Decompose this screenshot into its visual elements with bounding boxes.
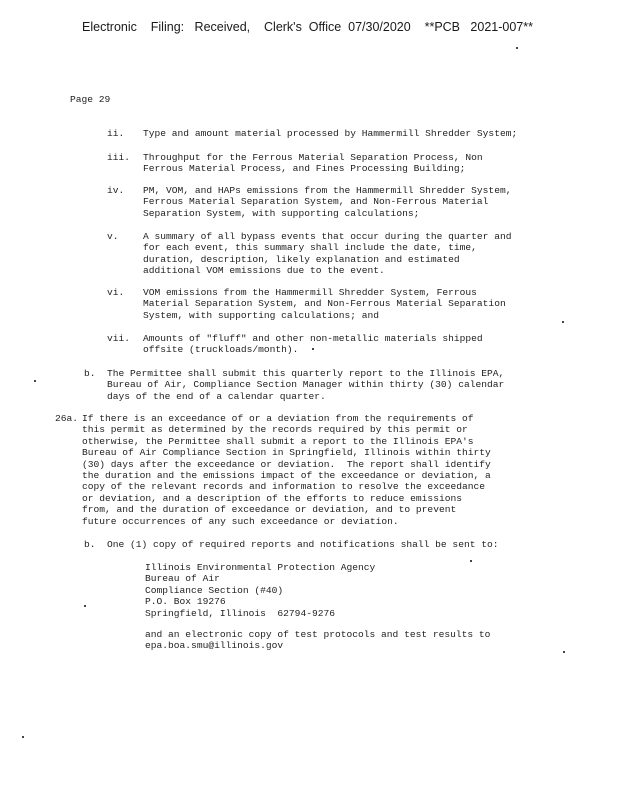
item-line: (30) days after the exceedance or deviation. The report shall identify	[82, 458, 491, 470]
item-line: otherwise, the Permittee shall submit a report to the Illinois EPA's	[82, 435, 474, 447]
item-line: Bureau of Air Compliance Section in Springfield, Illinois within thirty	[82, 447, 491, 459]
item-marker: b.	[84, 368, 96, 379]
item-line: PM, VOM, and HAPs emissions from the Hammermill Shredder System,	[143, 185, 512, 196]
address-line: P.O. Box 19276	[145, 596, 226, 608]
item-line: duration, description, likely explanation and estimated	[143, 253, 460, 265]
email-address: epa.boa.smu@illinois.gov	[145, 640, 284, 652]
scan-speck	[470, 560, 472, 562]
address-line: Illinois Environmental Protection Agency	[145, 562, 376, 573]
list-item-26a	[55, 413, 491, 527]
list-item-vii	[107, 333, 483, 356]
address-line: Springfield, Illinois 62794-9276	[145, 607, 335, 619]
item-line: VOM emissions from the Hammermill Shredder System, Ferrous	[143, 287, 477, 298]
list-item-iii	[107, 152, 483, 175]
item-line: Separation System, with supporting calculations;	[143, 207, 420, 219]
item-line: The Permittee shall submit this quarterly report to the Illinois EPA,	[107, 368, 505, 379]
item-line: If there is an exceedance of or a deviation from the requirements of	[82, 413, 474, 424]
item-marker: vii.	[107, 333, 131, 344]
item-text	[107, 539, 499, 550]
item-text	[107, 368, 504, 402]
scan-speck	[562, 321, 564, 323]
item-line: One (1) copy of required reports and notifications shall be sent to:	[107, 539, 499, 550]
list-item-b	[84, 368, 504, 402]
item-line: from, and the duration of exceedance or deviation, and to prevent	[82, 504, 457, 516]
item-line: additional VOM emissions due to the event.	[143, 265, 385, 277]
item-line: Throughput for the Ferrous Material Separation Process, Non	[143, 152, 483, 163]
scan-speck	[563, 651, 565, 653]
closing-line: and an electronic copy of test protocols and test results to	[145, 629, 491, 640]
filing-header: Electronic Filing: Received, Clerk's Office 07/30/2020 **PCB 2021-007**	[82, 20, 533, 34]
item-marker: v.	[107, 231, 119, 242]
item-line: or deviation, and a description of the efforts to reduce emissions	[82, 492, 462, 504]
item-line: future occurrences of any such exceedance or deviation.	[82, 515, 399, 527]
item-line: offsite (truckloads/month).	[143, 344, 299, 356]
item-line: the duration and the emissions impact of the exceedance or deviation, a	[82, 470, 491, 482]
scan-speck	[34, 380, 36, 382]
item-text	[143, 333, 483, 356]
item-text	[143, 231, 511, 277]
list-item-b-2	[84, 539, 499, 550]
item-line: Ferrous Material Separation System, and Non-Ferrous Material	[143, 196, 489, 208]
item-line: days of the end of a calendar quarter.	[107, 390, 326, 402]
scan-speck	[312, 348, 314, 350]
mailing-address	[145, 562, 375, 619]
item-text	[82, 413, 491, 527]
item-marker: iii.	[107, 152, 131, 163]
item-line: Material Separation System, and Non-Ferrous Material Separation	[143, 298, 506, 310]
list-item-iv	[107, 185, 511, 219]
item-line: Type and amount material processed by Hammermill Shredder System;	[143, 128, 518, 139]
item-text	[143, 287, 506, 321]
item-text	[143, 152, 483, 175]
address-line: Compliance Section (#40)	[145, 584, 284, 596]
address-line: Bureau of Air	[145, 573, 220, 585]
item-line: Bureau of Air, Compliance Section Manager within thirty (30) calendar	[107, 379, 505, 391]
item-marker: 26a.	[55, 413, 79, 424]
scan-speck	[22, 736, 24, 738]
item-line: Amounts of "fluff" and other non-metallic materials shipped	[143, 333, 483, 344]
list-item-v	[107, 231, 511, 277]
item-marker: b.	[84, 539, 96, 550]
item-text	[143, 185, 511, 219]
scan-speck	[516, 47, 518, 49]
page-number: Page 29	[70, 94, 111, 105]
item-marker: iv.	[107, 185, 125, 196]
item-line: System, with supporting calculations; and	[143, 309, 380, 321]
scan-speck	[84, 605, 86, 607]
item-line: for each event, this summary shall include the date, time,	[143, 242, 477, 254]
item-marker: ii.	[107, 128, 125, 139]
item-line: Ferrous Material Process, and Fines Processing Building;	[143, 163, 466, 175]
list-item-ii	[107, 128, 517, 139]
item-line: this permit as determined by the records required by this permit or	[82, 424, 468, 436]
item-line: copy of the relevant records and information to resolve the exceedance	[82, 481, 486, 493]
item-line: A summary of all bypass events that occur during the quarter and	[143, 231, 512, 242]
item-text	[143, 128, 517, 139]
electronic-copy-note	[145, 629, 490, 652]
item-marker: vi.	[107, 287, 125, 298]
list-item-vi	[107, 287, 506, 321]
